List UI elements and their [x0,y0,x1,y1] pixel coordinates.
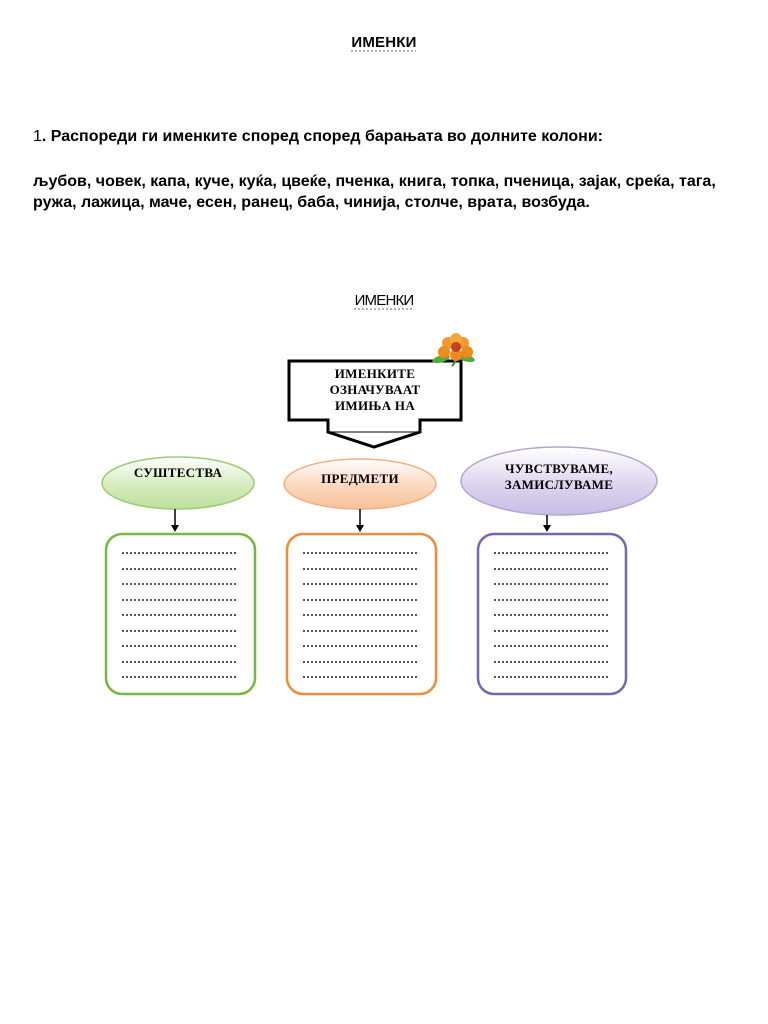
writing-line [122,630,236,632]
writing-line [122,583,236,585]
task-number: 1 [33,128,42,145]
arrow-1 [171,509,179,532]
writing-line [303,630,417,632]
oval-label-chuvstvuvame [461,461,657,493]
writing-line [303,599,417,601]
writing-lines-3[interactable] [494,552,608,678]
writing-line [494,552,608,554]
writing-line [303,676,417,678]
writing-line [122,599,236,601]
page-title: ИМЕНКИ [351,34,417,51]
top-box-line2: ОЗНАЧУВААТ [329,382,421,397]
writing-line [494,583,608,585]
writing-line [122,645,236,647]
writing-line [122,552,236,554]
writing-line [303,614,417,616]
writing-line [122,614,236,616]
arrow-2 [356,509,364,532]
task-text: Распореди ги именките според според барањата во долните колони: [50,128,603,145]
diagram-title: ИМЕНКИ [354,292,414,309]
writing-line [303,568,417,570]
writing-line [494,614,608,616]
writing-line [494,630,608,632]
writing-line [494,599,608,601]
writing-line [303,661,417,663]
top-box-label [290,366,460,414]
writing-line [122,676,236,678]
writing-line [494,661,608,663]
oval-label-predmeti: ПРЕДМЕТИ [321,471,399,486]
oval-label-chuvstvuvame-line1: ЧУВСТВУВАМЕ, [505,461,613,476]
writing-line [303,552,417,554]
writing-line [122,568,236,570]
writing-line [303,645,417,647]
task-dot: . [41,128,51,145]
writing-lines-2[interactable] [303,552,417,678]
writing-line [494,568,608,570]
word-list: љубов, човек, капа, куче, куќа, цвеќе, пченка, книга, топка, пченица, зајак, среќа, тага, ружа, лажица, маче, есен, ранец, баба, чинија, столче, врата, возбуда. [33,173,716,211]
writing-line [303,583,417,585]
writing-line [494,676,608,678]
oval-label-sushtestva: СУШТЕСТВА [133,465,223,480]
writing-line [494,645,608,647]
top-box-line1: ИМЕНКИТЕ [334,366,416,381]
writing-lines-1[interactable] [122,552,236,678]
top-box-line3: ИМИЊА НА [334,398,416,413]
oval-label-chuvstvuvame-line2: ЗАМИСЛУВАМЕ [504,477,614,492]
arrow-3 [543,515,551,532]
writing-line [122,661,236,663]
